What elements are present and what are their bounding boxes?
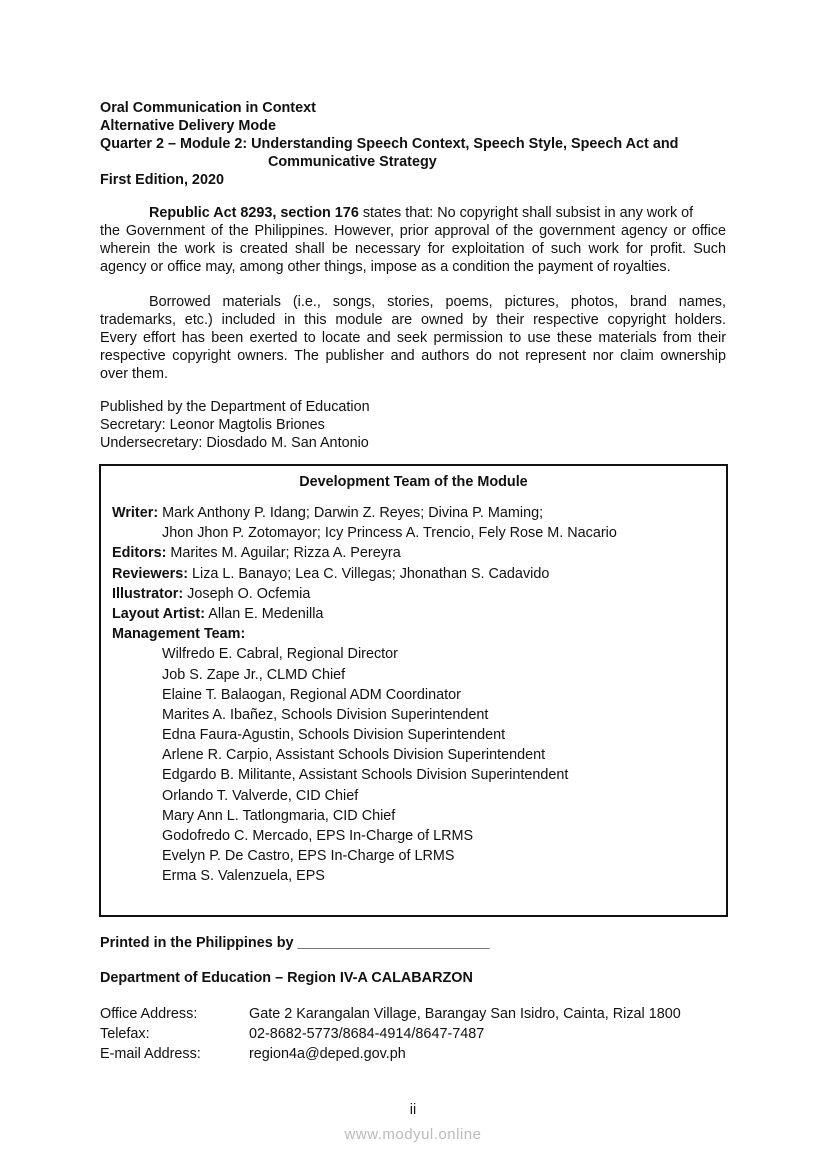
copyright-line: the Government of the Philippines. However, prior approval of the government agency or office [100, 223, 726, 239]
editors: Marites M. Aguilar; Rizza A. Pereyra [166, 545, 401, 562]
office-address-row [100, 1005, 681, 1023]
publisher-info [100, 398, 370, 452]
management-member: Edgardo B. Militante, Assistant Schools Division Superintendent [162, 767, 569, 784]
module-title-line-1: Understanding Speech Context, Speech Style, Speech Act and [251, 136, 679, 152]
office-address: Gate 2 Karangalan Village, Barangay San Isidro, Cainta, Rizal 1800 [249, 1006, 681, 1022]
writer-line [112, 503, 726, 523]
contact-info [100, 1005, 681, 1063]
writers-continued: Jhon Jhon P. Zotomayor; Icy Princess A. Trencio, Fely Rose M. Nacario [162, 525, 617, 542]
reviewers: Liza L. Banayo; Lea C. Villegas; Jhonathan S. Cadavido [188, 565, 550, 582]
copyright-paragraph [100, 204, 726, 276]
borrowed-line: Borrowed materials (i.e., songs, stories, poems, pictures, photos, brand names, [149, 294, 726, 310]
borrowed-line: over them. [100, 366, 168, 382]
secretary: Secretary: Leonor Magtolis Briones [100, 417, 325, 433]
illustrator-label: Illustrator: [112, 585, 184, 602]
reviewers-label: Reviewers: [112, 565, 188, 582]
editors-label: Editors: [112, 545, 167, 562]
illustrator-line [112, 584, 726, 604]
page-number: ii [409, 1102, 417, 1118]
borrowed-line: Every effort has been exerted to locate and seek permission to use these materials from their [100, 330, 726, 346]
printed-by: Printed in the Philippines by ________________________ [100, 935, 490, 951]
edition: First Edition, 2020 [100, 172, 224, 188]
email-row [100, 1045, 681, 1063]
telefax-row [100, 1025, 681, 1043]
email-label: E-mail Address: [100, 1046, 201, 1062]
deped-region: Department of Education – Region IV-A CALABARZON [100, 970, 473, 986]
management-member: Marites A. Ibañez, Schools Division Superintendent [162, 706, 489, 723]
writer-label: Writer: [112, 505, 159, 521]
office-address-label: Office Address: [100, 1006, 198, 1022]
layout-artist-line [112, 604, 726, 624]
development-team-box [99, 464, 728, 917]
email-link[interactable]: region4a@deped.gov.ph [249, 1046, 406, 1062]
copyright-text: states that: No copyright shall subsist in any work of [358, 205, 694, 221]
writers: Mark Anthony P. Idang; Darwin Z. Reyes; Divina P. Maming; [158, 505, 544, 521]
module-header [100, 99, 730, 189]
management-member: Job S. Zape Jr., CLMD Chief [162, 666, 346, 683]
editors-line [112, 543, 726, 563]
management-member: Erma S. Valenzuela, EPS [162, 868, 325, 885]
telefax: 02-8682-5773/8684-4914/8647-7487 [249, 1026, 485, 1042]
management-team-label: Management Team: [112, 626, 246, 643]
quarter-label: Quarter 2 – Module 2: [100, 136, 248, 152]
published-by: Published by the Department of Education [100, 399, 370, 415]
telefax-label: Telefax: [100, 1026, 150, 1042]
undersecretary: Undersecretary: Diosdado M. San Antonio [100, 435, 369, 451]
layout-artist: Allan E. Medenilla [205, 605, 324, 622]
module-title [100, 135, 730, 153]
reviewers-line [112, 564, 726, 584]
watermark: www.modyul.online [344, 1126, 482, 1143]
management-member: Elaine T. Balaogan, Regional ADM Coordinator [162, 686, 461, 703]
module-title-line-2: Communicative Strategy [268, 154, 437, 170]
management-member: Evelyn P. De Castro, EPS In-Charge of LRMS [162, 848, 455, 865]
management-member: Arlene R. Carpio, Assistant Schools Division Superintendent [162, 747, 546, 764]
management-member: Mary Ann L. Tatlongmaria, CID Chief [162, 807, 396, 824]
delivery-mode: Alternative Delivery Mode [100, 118, 276, 134]
layout-artist-label: Layout Artist: [112, 605, 206, 622]
copyright-line [100, 204, 726, 222]
borrowed-paragraph [100, 293, 726, 383]
borrowed-line: trademarks, etc.) included in this module are owned by their respective copyright holders. [100, 312, 726, 328]
illustrator: Joseph O. Ocfemia [183, 585, 311, 602]
management-member: Wilfredo E. Cabral, Regional Director [162, 646, 398, 663]
republic-act-reference: Republic Act 8293, section 176 [149, 205, 359, 221]
management-member: Orlando T. Valverde, CID Chief [162, 787, 359, 804]
copyright-line: wherein the work is created shall be necessary for exploitation of such work for profit. Such [100, 241, 726, 257]
borrowed-line: respective copyright owners. The publisher and authors do not represent nor claim ownership [100, 348, 726, 364]
subject-title: Oral Communication in Context [100, 100, 316, 116]
management-team-list [112, 644, 726, 886]
team-heading: Development Team of the Module [299, 474, 528, 490]
management-member: Godofredo C. Mercado, EPS In-Charge of LRMS [162, 828, 474, 844]
copyright-line: agency or office may, among other things, impose as a condition the payment of royalties. [100, 259, 671, 275]
management-member: Edna Faura-Agustin, Schools Division Superintendent [162, 727, 506, 744]
